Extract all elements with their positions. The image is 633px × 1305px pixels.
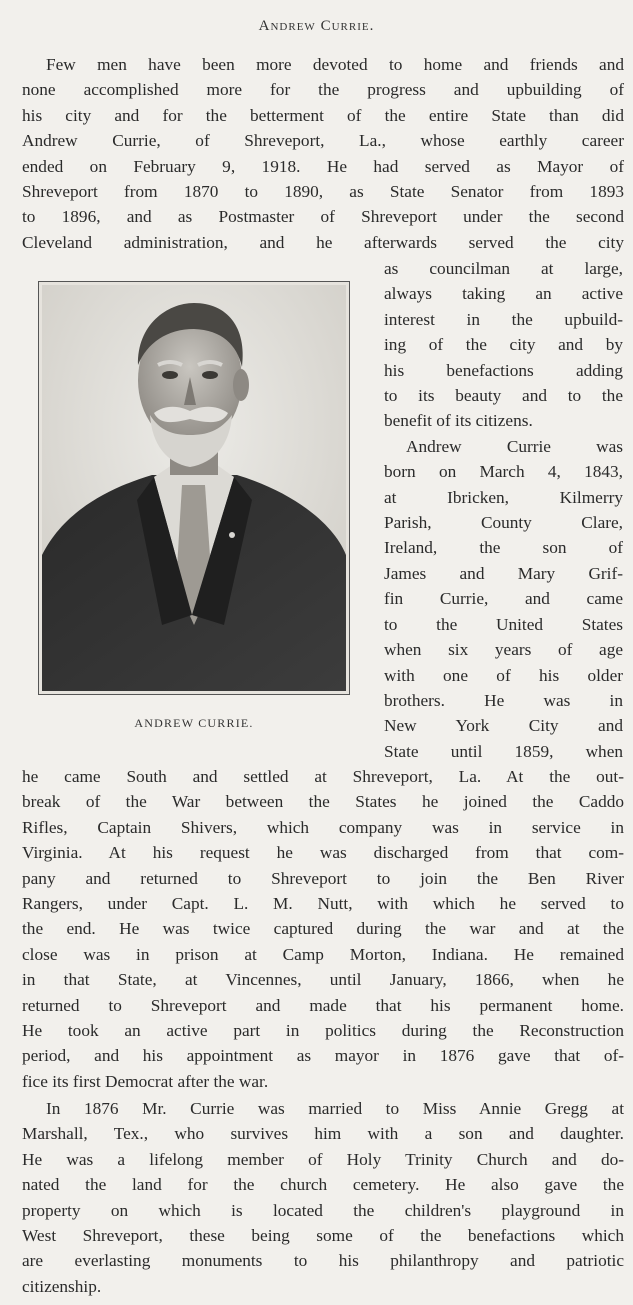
text-line: to 1896, and as Postmaster of Shreveport under the second <box>22 207 624 227</box>
text-line: Shreveport from 1870 to 1890, as State Senator from 1893 <box>22 182 624 202</box>
text-line: to the United States <box>384 614 623 634</box>
text-line: ended on February 9, 1918. He had served as Mayor of <box>22 156 624 176</box>
text-line: in that State, at Vincennes, until January, 1866, when he <box>22 970 624 990</box>
paragraph-2 <box>22 764 624 1094</box>
text-line: ing of the city and by <box>384 335 623 355</box>
text-line: He took an active part in politics during the Reconstruction <box>22 1021 624 1041</box>
text-line: benefit of its citizens. <box>384 411 533 431</box>
paragraph-1 <box>22 52 624 255</box>
text-line: brothers. He was in <box>384 690 623 710</box>
text-line: Andrew Currie was <box>406 436 623 456</box>
text-line: with one of his older <box>384 665 623 685</box>
text-line: he came South and settled at Shreveport, La. At the out- <box>22 767 624 786</box>
text-line: the end. He was twice captured during the war and at the <box>22 919 624 939</box>
text-line: Marshall, Tex., who survives him with a son and daughter. <box>22 1124 624 1144</box>
text-line: returned to Shreveport and made that his permanent home. <box>22 995 624 1015</box>
text-line: property on which is located the children's playground in <box>22 1200 624 1220</box>
text-line: New York City and <box>384 716 623 736</box>
text-line: citizenship. <box>22 1276 102 1296</box>
text-line: break of the War between the States he joined the Caddo <box>22 792 624 812</box>
text-line: Ireland, the son of <box>384 538 623 558</box>
text-line: period, and his appointment as mayor in 1876 gave that of- <box>22 1046 624 1066</box>
text-line: James and Mary Grif- <box>384 563 623 583</box>
text-line: Rangers, under Capt. L. M. Nutt, with which he served to <box>22 894 624 914</box>
text-line: West Shreveport, these being some of the benefactions which <box>22 1226 624 1246</box>
portrait-photo <box>38 281 350 695</box>
text-line: his city and for the betterment of the entire State than did <box>22 105 624 125</box>
text-line: always taking an active <box>384 284 623 304</box>
text-line: Cleveland administration, and he afterwards served the city <box>22 232 624 252</box>
text-line: pany and returned to Shreveport to join the Ben River <box>22 868 624 888</box>
text-line: fin Currie, and came <box>384 589 623 609</box>
text-line: Rifles, Captain Shivers, which company was in service in <box>22 817 624 837</box>
article-title: Andrew Currie. <box>258 18 375 34</box>
wrapped-text-column <box>384 256 623 764</box>
text-line: to its beauty and to the <box>384 386 623 406</box>
text-line: Few men have been more devoted to home and friends and <box>46 55 624 74</box>
paragraph-3 <box>22 1096 624 1299</box>
text-line: State until 1859, when <box>384 741 623 761</box>
text-line: born on March 4, 1843, <box>384 462 623 482</box>
text-line: as councilman at large, <box>384 259 623 278</box>
portrait-illustration <box>42 285 346 691</box>
text-line: his benefactions adding <box>384 360 623 380</box>
text-line: none accomplished more for the progress and upbuilding of <box>22 80 624 100</box>
text-line: Virginia. At his request he was discharged from that com- <box>22 843 624 863</box>
text-line: Andrew Currie, of Shreveport, La., whose earthly career <box>22 131 624 151</box>
text-line: He was a lifelong member of Holy Trinity Church and do- <box>22 1149 624 1169</box>
text-line: fice its first Democrat after the war. <box>22 1071 269 1091</box>
text-line: interest in the upbuild- <box>384 309 623 329</box>
text-line: at Ibricken, Kilmerry <box>384 487 623 507</box>
text-line: In 1876 Mr. Currie was married to Miss Annie Gregg at <box>46 1099 624 1118</box>
photo-caption: ANDREW CURRIE. <box>134 716 254 730</box>
text-line: nated the land for the church cemetery. He also gave the <box>22 1175 624 1195</box>
text-line: Parish, County Clare, <box>384 513 623 533</box>
text-line: close was in prison at Camp Morton, Indiana. He remained <box>22 944 624 964</box>
text-line: are everlasting monuments to his philanthropy and patriotic <box>22 1251 624 1271</box>
text-line: when six years of age <box>384 640 623 660</box>
